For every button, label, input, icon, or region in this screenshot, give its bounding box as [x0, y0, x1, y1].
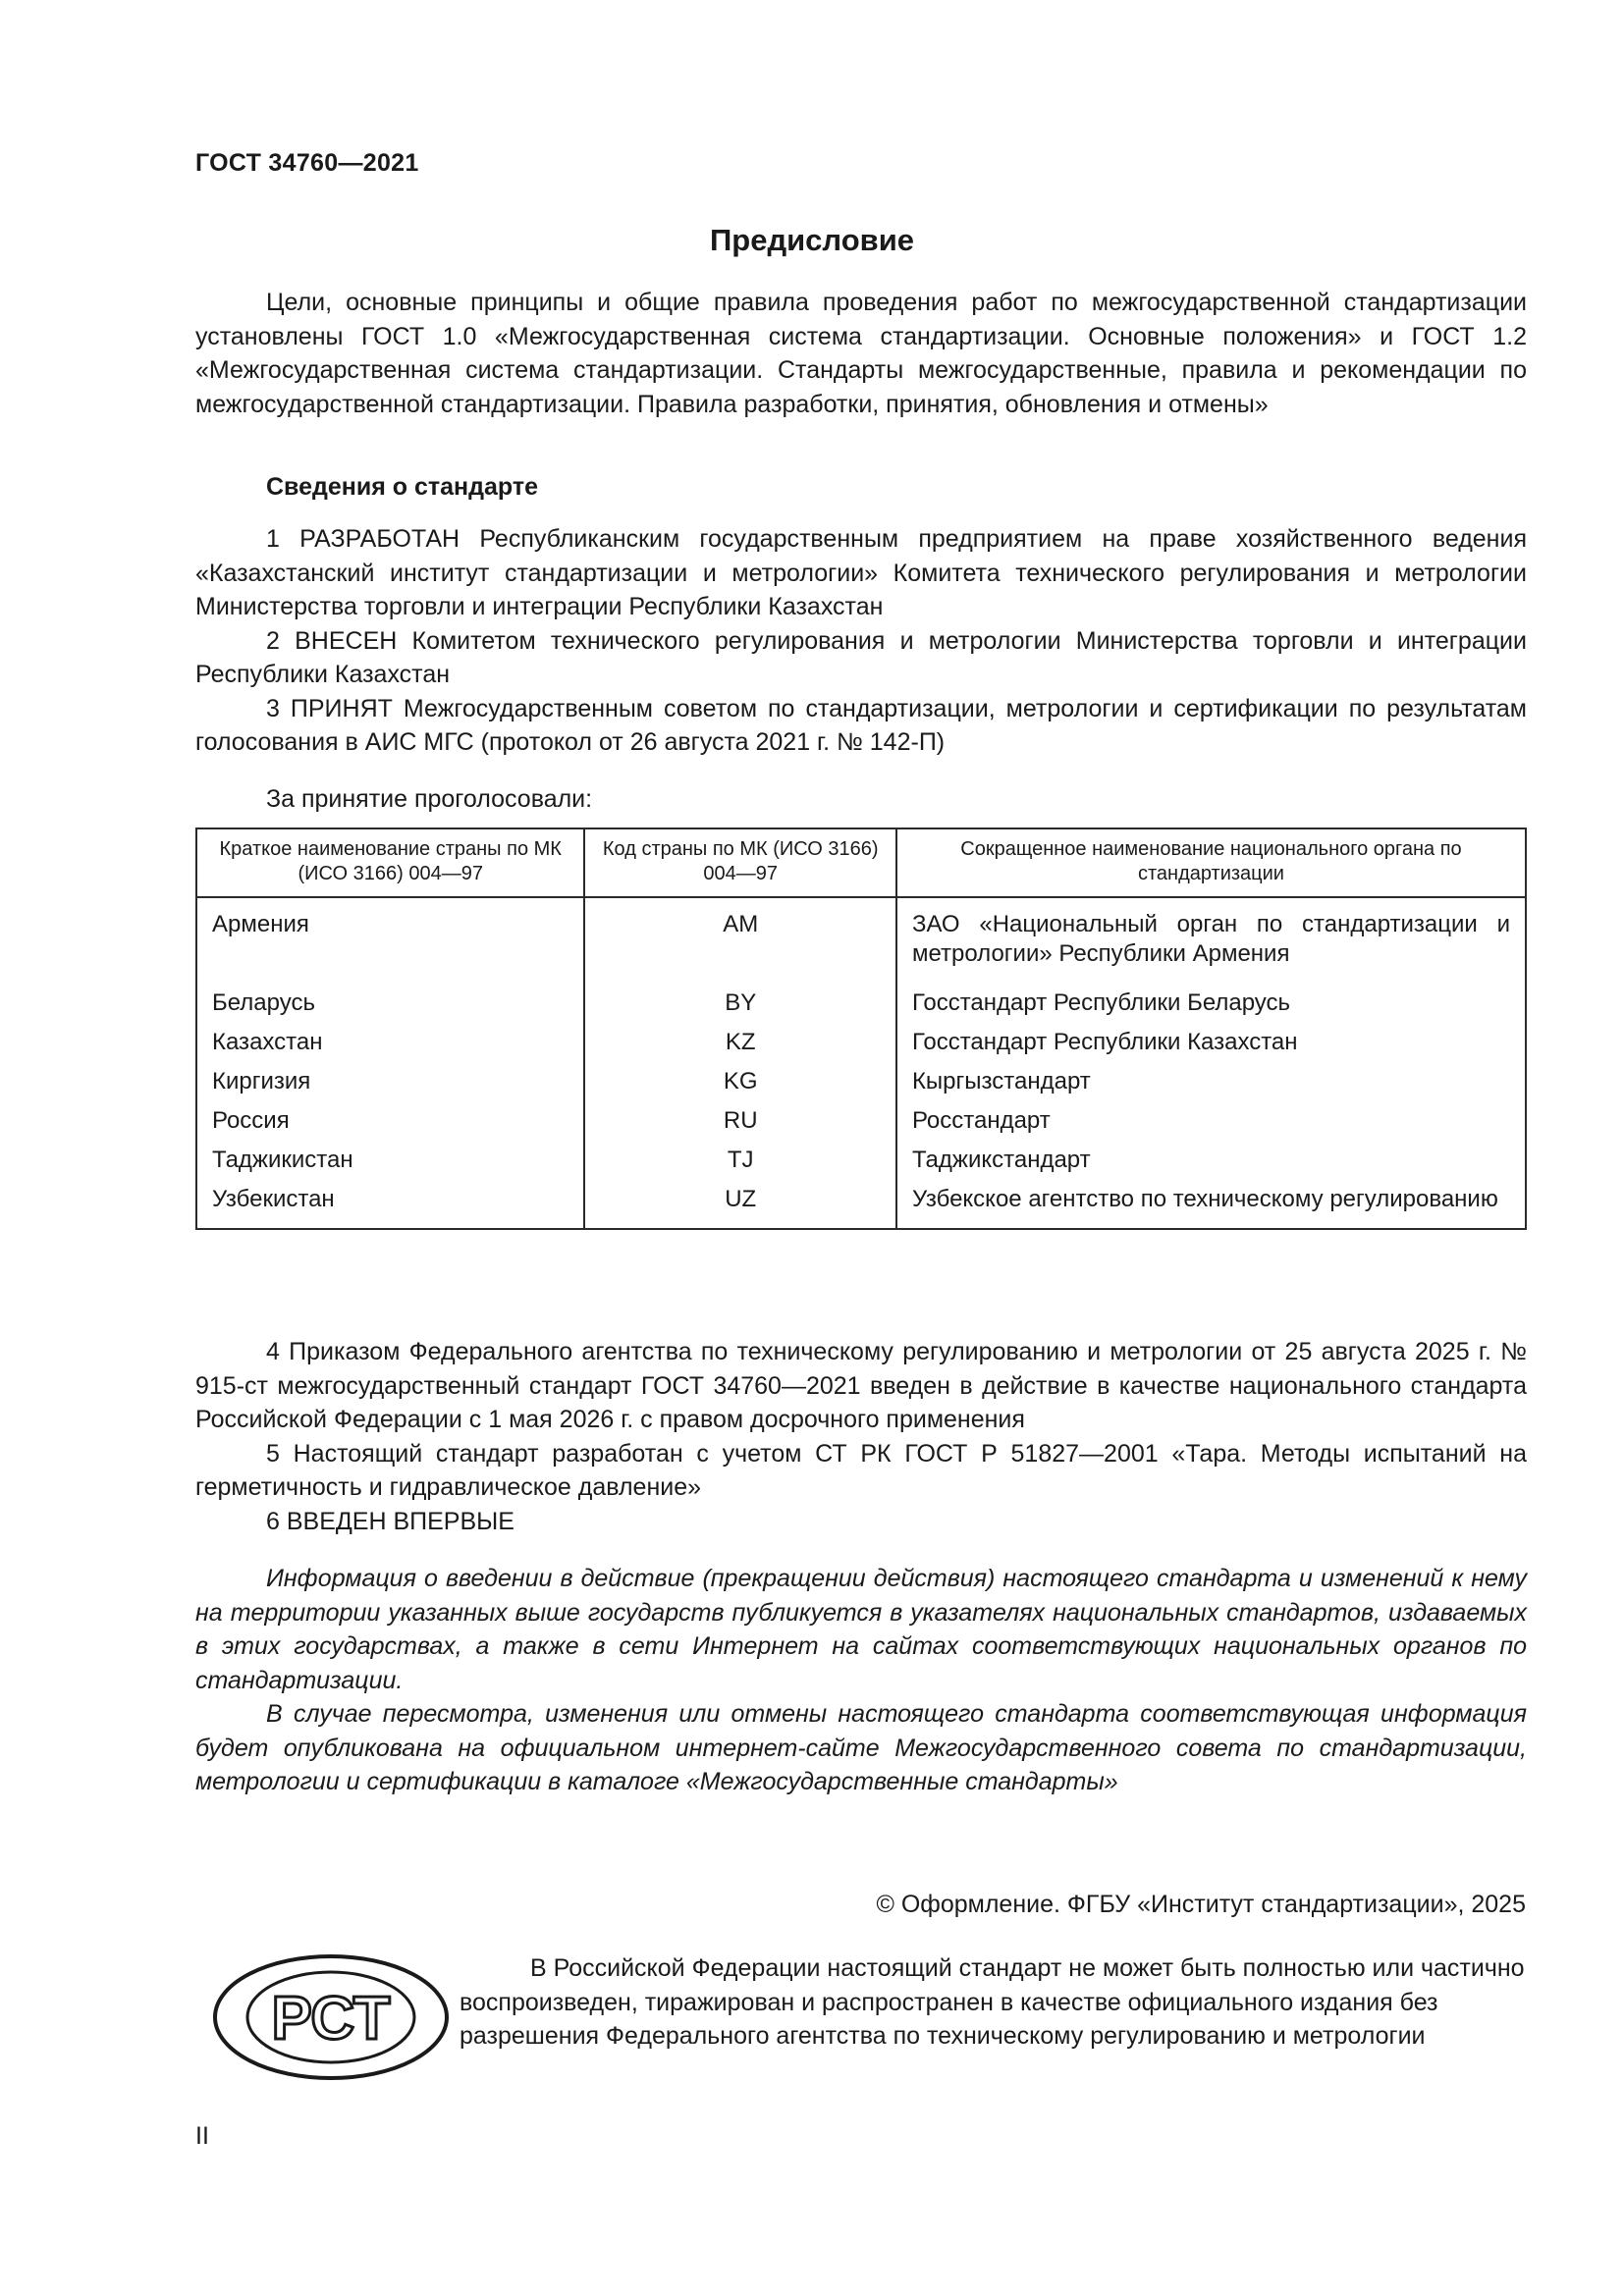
cell-organ: Росстандарт	[896, 1101, 1526, 1141]
cell-country: Узбекистан	[196, 1180, 584, 1229]
header-country: Краткое наименование страны по МК (ИСО 3166) 004—97	[196, 828, 584, 897]
intro-paragraph: Цели, основные принципы и общие правила проведения работ по межгосударственной стандартизации установлены ГОСТ 1.0 «Межгосударственная система стандартизации. Основные положения» и ГОСТ 1.2 «Межгосударственная система стандартизации. Стандарты межгосударственные, правила и рекомендации по межгосударственной стандартизации. Правила разработки, принятия, обновления и отмены»	[195, 289, 1527, 418]
rights-notice: В Российской Федерации настоящий стандарт не может быть полностью или частично воспроизведен, тиражирован и распространен в качестве официального издания без разрешения Федерального агентства по техническому регулированию и метрологии	[460, 1954, 1525, 2050]
info-item-4: 4 Приказом Федерального агентства по техническому регулированию и метрологии от 25 августа 2025 г. № 915-ст межгосударственный стандарт ГОСТ 34760—2021 введен в действие в качестве национального стандарта Российской Федерации с 1 мая 2026 г. с правом досрочного применения	[195, 1338, 1527, 1433]
header-organ: Сокращенное наименование национального органа по стандартизации	[896, 828, 1526, 897]
intro-paragraph-block	[195, 286, 1527, 421]
info-items-bottom	[195, 1335, 1527, 1538]
header-code: Код страны по МК (ИСО 3166) 004—97	[584, 828, 895, 897]
copyright-notice: © Оформление. ФГБУ «Институт стандартизации», 2025	[876, 1891, 1526, 1918]
info-item-3: 3 ПРИНЯТ Межгосударственным советом по стандартизации, метрологии и сертификации по результатам голосования в АИС МГС (протокол от 26 августа 2021 г. № 142-П)	[195, 694, 1527, 756]
cell-code: TJ	[584, 1141, 895, 1180]
votes-label-block	[195, 782, 1527, 817]
table-row	[196, 1023, 1526, 1062]
standard-info-heading: Сведения о стандарте	[266, 473, 539, 501]
info-item-1: 1 РАЗРАБОТАН Республиканским государственным предприятием на праве хозяйственного ведения «Казахстанский институт стандартизации и метрологии» Комитета технического регулирования и метрологии Министерства торговли и интеграции Республики Казахстан	[195, 525, 1527, 620]
rst-logo-icon	[208, 1949, 454, 2086]
italic-note-2: В случае пересмотра, изменения или отмены настоящего стандарта соответствующая информация будет опубликована на официальном интернет-сайте Межгосударственного совета по стандартизации, метрологии и сертификации в каталоге «Межгосударственные стандарты»	[195, 1700, 1527, 1795]
cell-code: KZ	[584, 1023, 895, 1062]
cell-country: Беларусь	[196, 984, 584, 1023]
logo-letters: РСТ	[271, 1985, 391, 2053]
info-items-top	[195, 522, 1527, 760]
table-row	[196, 1141, 1526, 1180]
table-row	[196, 984, 1526, 1023]
votes-label: За принятие проголосовали:	[266, 785, 593, 813]
standard-code-header: ГОСТ 34760—2021	[195, 149, 419, 177]
cell-country: Россия	[196, 1101, 584, 1141]
italic-note-1: Информация о введении в действие (прекращении действия) настоящего стандарта и изменений к нему на территории указанных выше государств публикуется в указателях национальных стандартов, издаваемых в этих государствах, а также в сети Интернет на сайтах соответствующих национальных органов по стандартизации.	[195, 1565, 1527, 1694]
page-title: Предисловие	[709, 223, 914, 257]
cell-organ: Госстандарт Республики Беларусь	[896, 984, 1526, 1023]
page-number: II	[195, 2122, 209, 2150]
rights-notice-block	[460, 1951, 1527, 2054]
table-row	[196, 1101, 1526, 1141]
info-item-2: 2 ВНЕСЕН Комитетом технического регулирования и метрологии Министерства торговли и интеграции Республики Казахстан	[195, 626, 1527, 688]
table-header-row	[196, 828, 1526, 897]
cell-code: UZ	[584, 1180, 895, 1229]
cell-country: Казахстан	[196, 1023, 584, 1062]
cell-organ: Госстандарт Республики Казахстан	[896, 1023, 1526, 1062]
italic-notes	[195, 1562, 1527, 1799]
info-item-5: 5 Настоящий стандарт разработан с учетом СТ РК ГОСТ Р 51827—2001 «Тара. Методы испытаний на герметичность и гидравлическое давление»	[195, 1439, 1527, 1501]
cell-organ: ЗАО «Национальный орган по стандартизации и метрологии» Республики Армения	[896, 897, 1526, 984]
info-item-6: 6 ВВЕДЕН ВПЕРВЫЕ	[266, 1507, 514, 1535]
cell-organ: Кыргызстандарт	[896, 1062, 1526, 1101]
table-row	[196, 1062, 1526, 1101]
cell-code: BY	[584, 984, 895, 1023]
cell-country: Киргизия	[196, 1062, 584, 1101]
table-row	[196, 897, 1526, 984]
cell-code: RU	[584, 1101, 895, 1141]
voting-table	[195, 828, 1527, 1230]
cell-country: Армения	[196, 897, 584, 984]
cell-country: Таджикистан	[196, 1141, 584, 1180]
cell-code: AM	[584, 897, 895, 984]
cell-code: KG	[584, 1062, 895, 1101]
cell-organ: Таджикстандарт	[896, 1141, 1526, 1180]
cell-organ: Узбекское агентство по техническому регулированию	[896, 1180, 1526, 1229]
table-row	[196, 1180, 1526, 1229]
